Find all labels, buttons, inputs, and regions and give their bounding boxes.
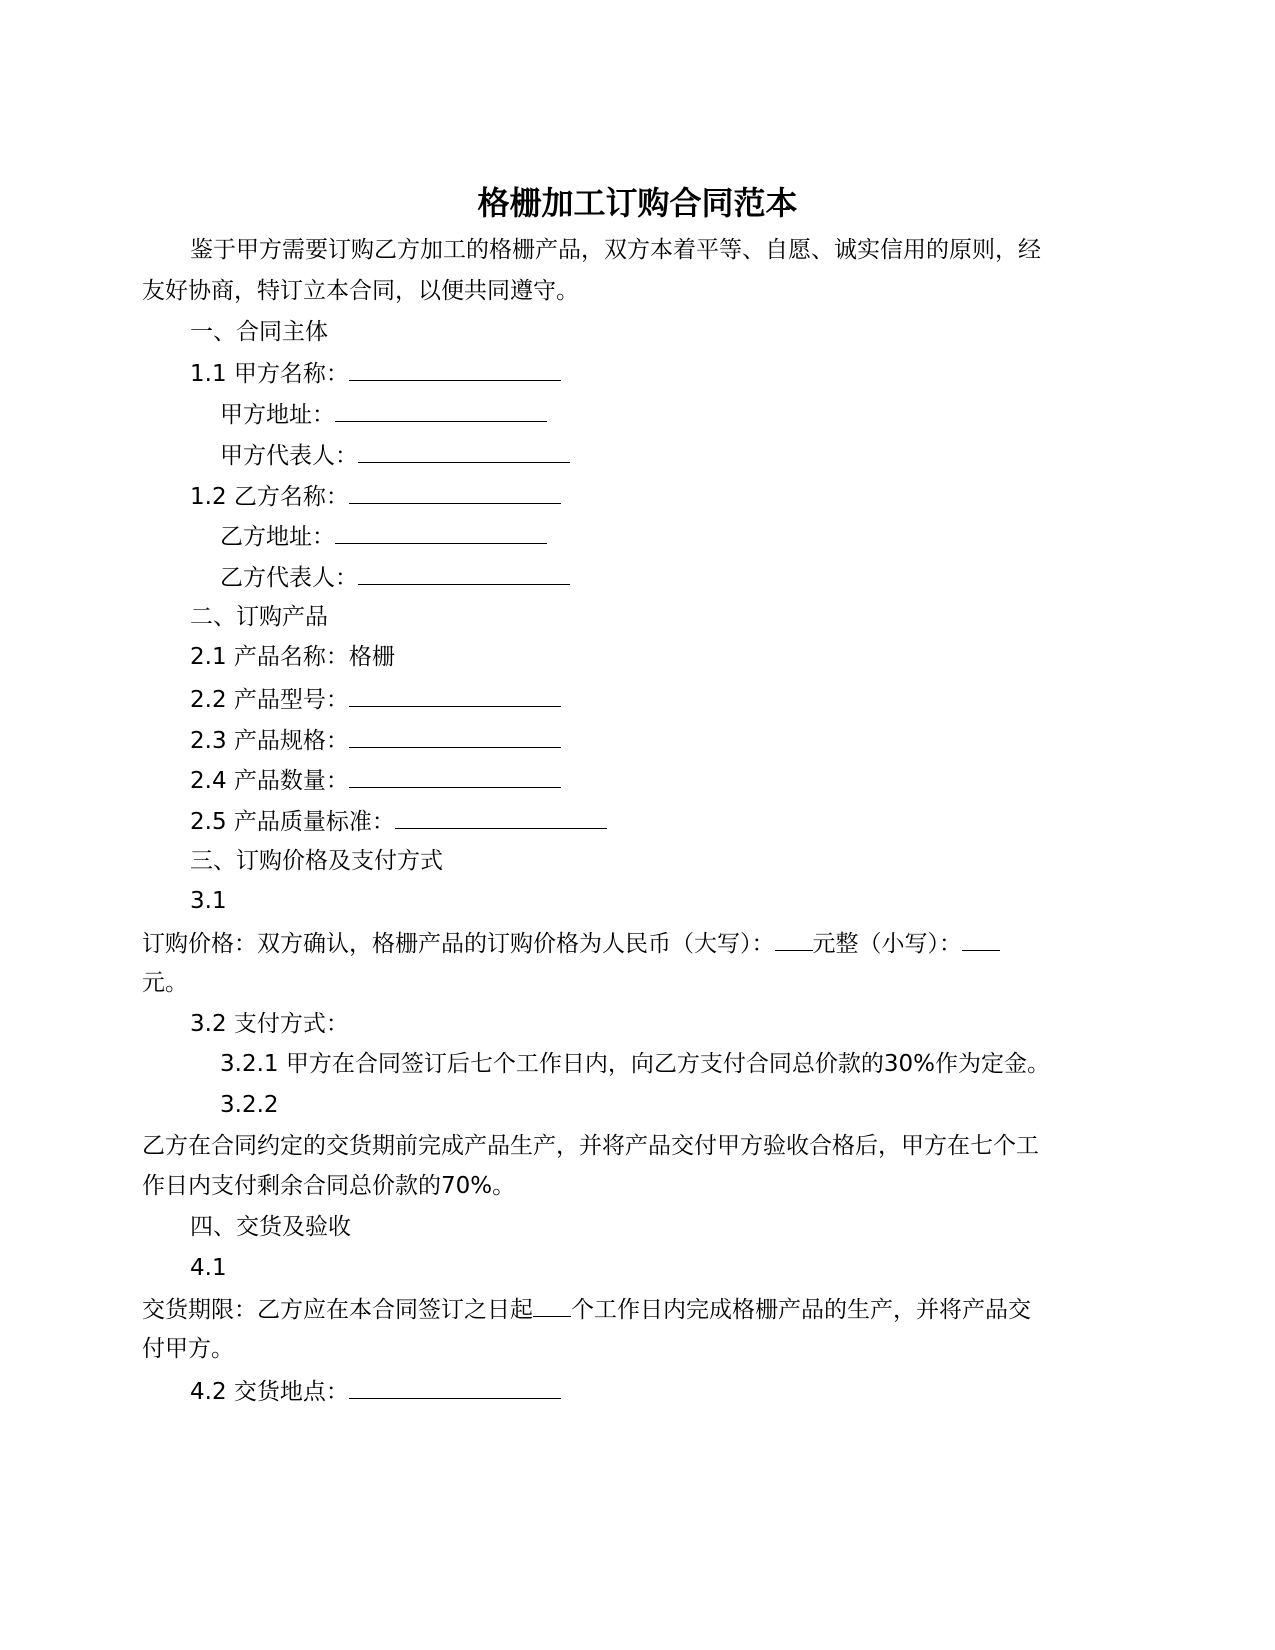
party-a-rep-field	[220, 440, 570, 470]
party-b-address-blank[interactable]	[335, 521, 547, 544]
product-qty-field	[190, 765, 561, 795]
party-a-rep-blank[interactable]	[358, 440, 570, 463]
price-text-b: 元整（小写）：	[812, 931, 962, 957]
price-clause	[142, 928, 1000, 958]
delivery-text-b: 个工作日内完成格栅产品的生产，并将产品交	[571, 1297, 1031, 1323]
party-a-rep-label: 甲方代表人：	[220, 443, 358, 469]
party-b-name-field	[190, 481, 561, 511]
party-a-name-label: 1.1 甲方名称：	[190, 361, 349, 387]
delivery-place-label: 4.2 交货地点：	[190, 1379, 349, 1405]
product-quality-field	[190, 806, 607, 836]
clause-3-1-number: 3.1	[190, 888, 227, 914]
price-lowercase-blank[interactable]	[962, 928, 1000, 951]
product-qty-label: 2.4 产品数量：	[190, 768, 349, 794]
product-qty-blank[interactable]	[349, 765, 561, 788]
product-spec-blank[interactable]	[349, 725, 561, 748]
party-b-address-label: 乙方地址：	[220, 524, 335, 550]
price-uppercase-blank[interactable]	[775, 928, 813, 951]
section-4-heading: 四、交货及验收	[190, 1214, 351, 1240]
product-model-label: 2.2 产品型号：	[190, 687, 349, 713]
party-a-address-field	[220, 399, 547, 429]
document-title: 格栅加工订购合同范本	[477, 184, 798, 222]
clause-3-2-2-number: 3.2.2	[220, 1092, 279, 1118]
clause-3-2-2-line-1: 乙方在合同约定的交货期前完成产品生产，并将产品交付甲方验收合格后，甲方在七个工	[142, 1133, 1039, 1159]
product-spec-label: 2.3 产品规格：	[190, 728, 349, 754]
party-b-address-field	[220, 521, 547, 551]
party-b-rep-blank[interactable]	[358, 562, 570, 585]
party-b-name-blank[interactable]	[349, 481, 561, 504]
section-1-heading: 一、合同主体	[190, 319, 328, 345]
product-quality-label: 2.5 产品质量标准：	[190, 809, 395, 835]
price-text-a: 订购价格：双方确认，格栅产品的订购价格为人民币（大写）：	[142, 931, 775, 957]
clause-3-2-2-line-2: 作日内支付剩余合同总价款的70%。	[142, 1173, 516, 1199]
party-b-name-label: 1.2 乙方名称：	[190, 484, 349, 510]
product-spec-field	[190, 725, 561, 755]
party-a-address-label: 甲方地址：	[220, 402, 335, 428]
intro-line-2: 友好协商，特订立本合同，以便共同遵守。	[142, 278, 579, 304]
product-name: 2.1 产品名称：格栅	[190, 644, 395, 670]
product-model-blank[interactable]	[349, 684, 561, 707]
clause-4-1-number: 4.1	[190, 1255, 227, 1281]
party-a-name-blank[interactable]	[349, 358, 561, 381]
clause-3-2-1: 3.2.1 甲方在合同签订后七个工作日内，向乙方支付合同总价款的30%作为定金。	[220, 1051, 1050, 1077]
delivery-clause	[142, 1294, 1031, 1324]
section-2-heading: 二、订购产品	[190, 604, 328, 630]
party-b-rep-label: 乙方代表人：	[220, 565, 358, 591]
party-a-name-field	[190, 358, 561, 388]
delivery-text-a: 交货期限：乙方应在本合同签订之日起	[142, 1297, 533, 1323]
product-model-field	[190, 684, 561, 714]
delivery-text-c: 付甲方。	[142, 1336, 234, 1362]
section-3-heading: 三、订购价格及支付方式	[190, 848, 443, 874]
intro-line-1: 鉴于甲方需要订购乙方加工的格栅产品，双方本着平等、自愿、诚实信用的原则，经	[190, 237, 1041, 263]
price-text-c: 元。	[142, 970, 188, 996]
clause-3-2: 3.2 支付方式：	[190, 1011, 349, 1037]
party-b-rep-field	[220, 562, 570, 592]
delivery-place-field	[190, 1376, 561, 1406]
delivery-place-blank[interactable]	[349, 1376, 561, 1399]
party-a-address-blank[interactable]	[335, 399, 547, 422]
product-quality-blank[interactable]	[395, 806, 607, 829]
delivery-days-blank[interactable]	[533, 1294, 571, 1317]
